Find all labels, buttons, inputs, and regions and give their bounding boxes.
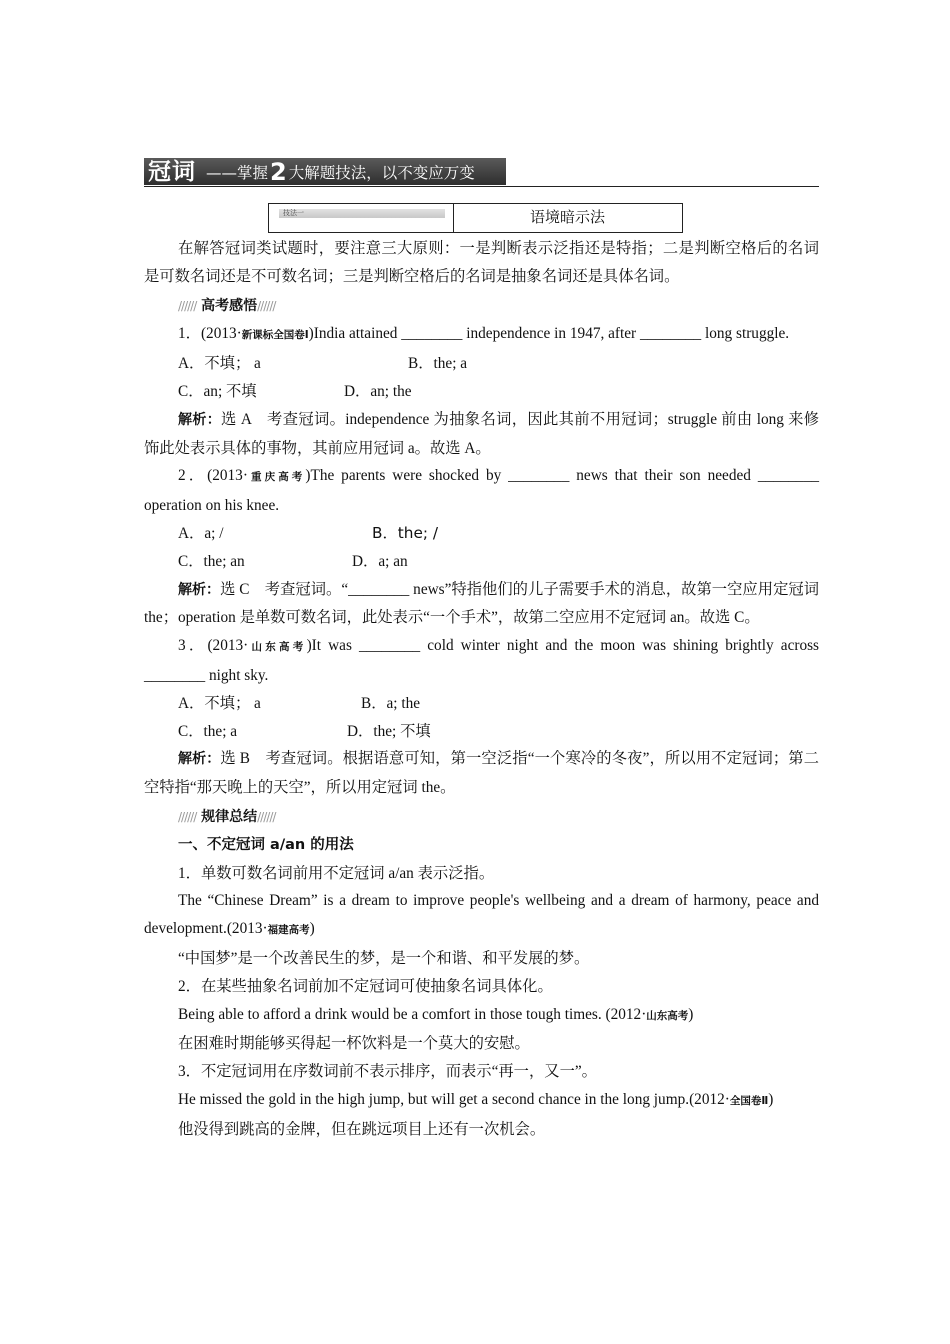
rule-3-example [144, 1086, 819, 1116]
q2-explanation [144, 576, 819, 633]
q3-option-c: C．the; a [178, 722, 238, 740]
q2-options-row-2 [144, 548, 819, 576]
q1-option-b: B．the; a [408, 355, 468, 373]
q3-option-d: D．the; 不填 [347, 722, 431, 740]
rule-heading: 一、不定冠词 a/an 的用法 [178, 836, 354, 853]
heading-slash-left: ////// [178, 298, 197, 313]
document-page [144, 158, 819, 1144]
rule-1: 1．单数可数名词前用不定冠词 a/an 表示泛指。 [178, 864, 495, 882]
heading-slash-right: ////// [257, 809, 276, 824]
rule-1-example-text: The “Chinese Dream” is a dream to improve people's wellbeing and a dream of harmony, peace and development.(2013· [144, 892, 819, 938]
rule-1-source-close: ) [309, 920, 315, 938]
q1-explanation [144, 406, 819, 463]
section-heading-label: 规律总结 [201, 808, 258, 825]
q3-explanation [144, 745, 819, 802]
q3-text: )It was ________ cold winter night and the moon was shining brightly across ________ night sky. [144, 637, 820, 684]
q1-explanation-text: 选 A 考查冠词。independence 为抽象名词，因此其前不用冠词；struggle 前由 long 来修饰此处表示具体的事物，其前应用冠词 a。故选 A。 [144, 410, 820, 457]
banner-title: 冠词 [148, 159, 196, 185]
q2-text: )The parents were shocked by ________ news that their son needed ________ operation on his knee. [144, 467, 820, 515]
q2-option-d: D．a; an [352, 552, 408, 570]
q1-option-c: C．an; 不填 [178, 382, 257, 400]
skill-tag-cell [269, 204, 454, 232]
q3-number: 3．(2013· [178, 637, 249, 655]
skill-title: 语境暗示法 [529, 208, 605, 226]
intro-paragraph: 在解答冠词类试题时，要注意三大原则：一是判断表示泛指还是特指；二是判断空格后的名词是可数名词还是不可数名词；三是判断空格后的名词是抽象名词还是具体名词。 [144, 240, 819, 285]
q1-number: 1．(2013· [178, 325, 242, 343]
rule-1-example [144, 887, 819, 945]
q2-source: 重庆高考 [247, 471, 306, 484]
rule-3-translation: 他没得到跳高的金牌，但在跳远项目上还有一次机会。 [178, 1120, 546, 1138]
q1-options-row-2 [144, 378, 819, 406]
rule-1-translation: “中国梦”是一个改善民生的梦，是一个和谐、和平发展的梦。 [178, 949, 590, 967]
skill-header-box [268, 203, 683, 233]
rule-2-example [144, 1001, 819, 1031]
rule-3-source-close: ) [768, 1090, 774, 1108]
question-2 [144, 462, 819, 520]
rule-2-translation: 在困难时期能够买得起一杯饮料是一个莫大的安慰。 [178, 1035, 530, 1053]
q1-source: 新课标全国卷Ⅰ [241, 329, 309, 342]
q1-option-a: A．不填； a [178, 355, 261, 373]
heading-slash-right: ////// [257, 298, 276, 313]
heading-slash-left: ////// [178, 809, 197, 824]
q1-explanation-label: 解析： [178, 411, 222, 428]
q1-option-d: D．an; the [344, 382, 412, 400]
section-banner [144, 158, 819, 187]
question-3 [144, 632, 819, 690]
q2-option-c: C．the; an [178, 552, 245, 570]
q1-text: )India attained ________ independence in 1947, after ________ long struggle. [308, 325, 790, 343]
banner-subtitle [206, 158, 475, 185]
rule-2-example-text: Being able to afford a drink would be a comfort in those tough times. (2012· [178, 1005, 647, 1023]
rule-2-source: 山东高考 [646, 1009, 689, 1022]
section-heading-rules [144, 804, 819, 832]
q2-option-a: A．a; / [178, 524, 224, 542]
q3-explanation-text: 选 B 考查冠词。根据语意可知，第一空泛指“一个寒冷的冬夜”，所以用不定冠词；第二空特指“那天晚上的天空”，所以用定冠词 the。 [144, 750, 820, 797]
q1-options-row-1 [144, 350, 819, 378]
q2-number: 2．(2013· [178, 467, 248, 485]
q3-source: 山东高考 [248, 641, 307, 654]
rule-3-example-text: He missed the gold in the high jump, but will get a second chance in the long jump.(2012· [178, 1090, 730, 1108]
rule-1-source: 福建高考 [267, 924, 310, 937]
rule-3-source: 全国卷Ⅱ [729, 1094, 769, 1107]
question-1 [144, 320, 819, 350]
banner-sub-post: 大解题技法，以不变应万变 [288, 164, 475, 182]
q3-option-a: A．不填； a [178, 694, 261, 712]
q2-options-row-1 [144, 520, 819, 548]
skill-tag: 技法一 [283, 209, 304, 217]
q3-options-row-2 [144, 718, 819, 746]
rule-3: 3．不定冠词用在序数词前不表示排序，而表示“再一，又一”。 [178, 1063, 597, 1081]
banner-sub-pre: ——掌握 [206, 164, 269, 182]
q2-option-b: B．the; / [372, 523, 439, 542]
q3-explanation-label: 解析： [178, 751, 221, 768]
q2-explanation-text: 选 C 考查冠词。“________ news”特指他们的儿子需要手术的消息，故第一空应用定冠词 the；operation 是单数可数名词，此处表示“一个手术”，故第二空应用不定冠词 an。故选 C。 [144, 580, 819, 627]
q3-options-row-1 [144, 690, 819, 718]
q2-explanation-label: 解析： [178, 581, 221, 598]
rule-2-source-close: ) [688, 1005, 694, 1023]
rule-2: 2．在某些抽象名词前加不定冠词可使抽象名词具体化。 [178, 977, 553, 995]
banner-sub-number: 2 [270, 158, 287, 186]
section-heading-label: 高考感悟 [201, 297, 258, 314]
section-heading-gaokao [144, 293, 819, 321]
q3-option-b: B．a; the [361, 694, 421, 712]
